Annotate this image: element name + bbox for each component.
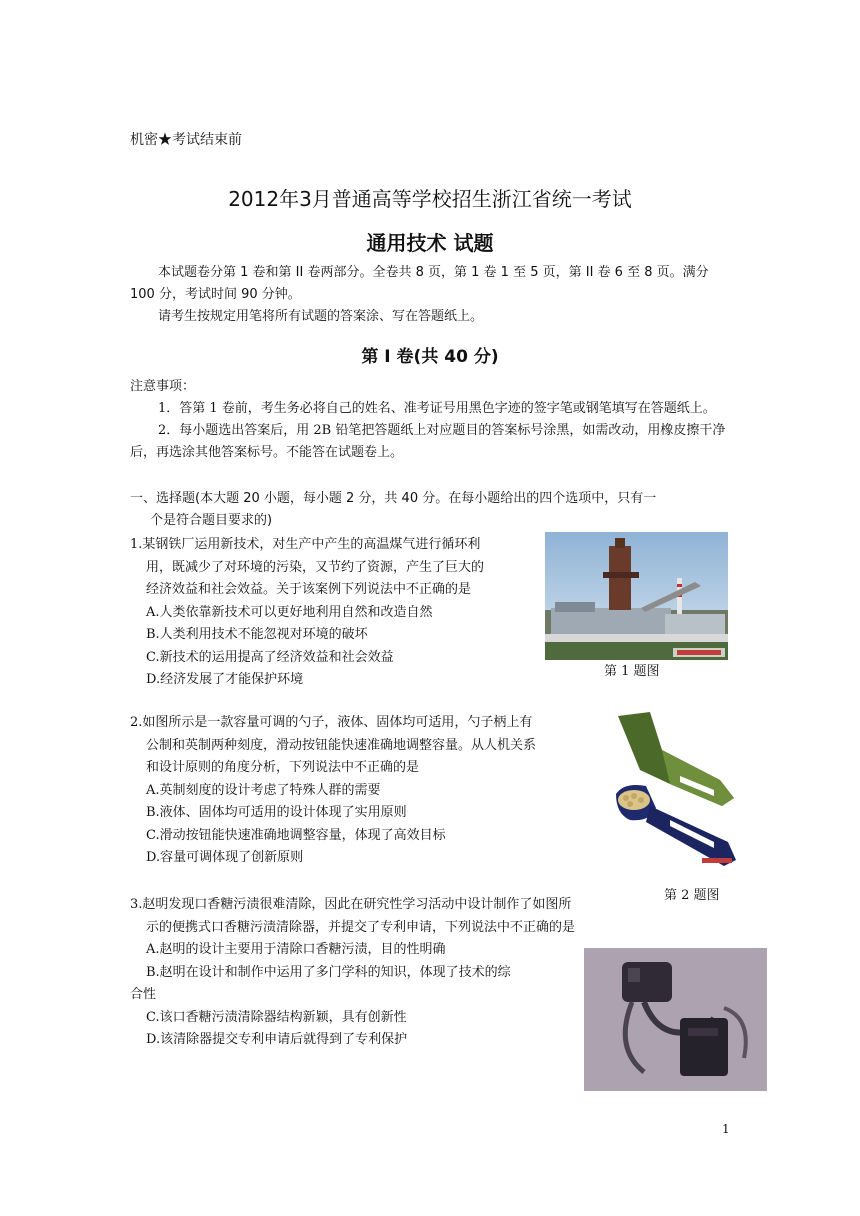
figure-1-caption: 第 1 题图: [604, 664, 660, 679]
q1-stem-line-1: 1.某钢铁厂运用新技术，对生产中产生的高温煤气进行循环利: [130, 537, 481, 552]
q2-stem-line-3: 和设计原则的角度分析，下列说法中不正确的是: [146, 760, 420, 775]
q3-option-b-line-1: B.赵明在设计和制作中运用了多门学科的知识，体现了技术的综: [146, 964, 511, 980]
q3-option-d: D.该清除器提交专利申请后就得到了专利保护: [146, 1032, 408, 1047]
q1-stem-line-3: 经济效益和社会效益。关于该案例下列说法中不正确的是: [146, 582, 472, 597]
q3-option-b-line-2: 合性: [130, 987, 157, 1002]
q2-option-c: C.滑动按钮能快速准确地调整容量，体现了高效目标: [146, 827, 446, 843]
q2-stem-line-2: 公制和英制两种刻度，滑动按钮能快速准确地调整容量。从人机关系: [146, 737, 537, 753]
q3-stem-line-1: 3.赵明发现口香糖污渍很难清除，因此在研究性学习活动中设计制作了如图所: [130, 897, 572, 912]
notice-block: [130, 376, 730, 464]
q2-option-b: B.液体、固体均可适用的设计体现了实用原则: [146, 805, 407, 820]
steel-plant-image: [545, 532, 728, 660]
q3-stem-line-2: 示的便携式口香糖污渍清除器，并提交了专利申请，下列说法中不正确的是: [146, 919, 576, 935]
q1-option-d: D.经济发展了才能保护环境: [146, 672, 304, 687]
figure-2-caption: 第 2 题图: [664, 888, 720, 903]
notice-heading: 注意事项：: [130, 379, 196, 394]
section-title: 第 I 卷(共 40 分): [361, 347, 499, 367]
q1-option-a: A.人类依靠新技术可以更好地利用自然和改造自然: [146, 604, 433, 620]
q3-option-a: A.赵明的设计主要用于清除口香糖污渍，目的性明确: [146, 942, 446, 957]
exam-title: 2012年3月普通高等学校招生浙江省统一考试: [228, 187, 632, 211]
notice-item-2: 2．每小题选出答案后，用 2B 铅笔把答题纸上对应题目的答案标号涂黑，如需改动，用橡皮擦干净后，再选涂其他答案标号。不能答在试题卷上。: [130, 423, 726, 460]
q2-option-a: A.英制刻度的设计考虑了特殊人群的需要: [146, 782, 381, 798]
choice-heading-line-2: 个是符合题目要求的): [150, 513, 273, 528]
choice-heading-line-1: 一、选择题(本大题 20 小题，每小题 2 分，共 40 分。在每小题给出的四个选项中，只有一: [130, 491, 657, 506]
q1-stem-line-2: 用，既减少了对环境的污染，又节约了资源，产生了巨大的: [146, 559, 485, 575]
q2-stem-line-1: 2.如图所示是一款容量可调的勺子，液体、固体均可适用，勺子柄上有: [130, 715, 533, 730]
adjustable-spoon-image: [610, 710, 740, 875]
notice-item-1: 1．答第 1 卷前，考生务必将自己的姓名、准考证号用黑色字迹的签字笔或钢笔填写在答题纸上。: [158, 401, 716, 416]
gum-remover-image: [584, 948, 767, 1091]
intro-paragraph-1: 本试题卷分第 1 卷和第 II 卷两部分。全卷共 8 页，第 1 卷 1 至 5 页，第 II 卷 6 至 8 页。满分 100 分，考试时间 90 分钟。: [130, 265, 709, 302]
question-3: [130, 894, 650, 1052]
confidential-label: 机密★考试结束前: [130, 132, 242, 148]
choice-section-heading: [130, 488, 735, 532]
q1-option-c: C.新技术的运用提高了经济效益和社会效益: [146, 649, 394, 665]
q1-option-b: B.人类利用技术不能忽视对环境的破坏: [146, 627, 368, 642]
subject-title: 通用技术 试题: [366, 231, 494, 255]
intro-block: [130, 262, 730, 328]
page-number: 1: [722, 1122, 730, 1136]
question-1: [130, 534, 550, 692]
question-2: [130, 712, 610, 870]
q2-option-d: D.容量可调体现了创新原则: [146, 850, 304, 865]
intro-paragraph-2: 请考生按规定用笔将所有试题的答案涂、写在答题纸上。: [158, 309, 484, 324]
q3-option-c: C.该口香糖污渍清除器结构新颖，具有创新性: [146, 1009, 407, 1025]
